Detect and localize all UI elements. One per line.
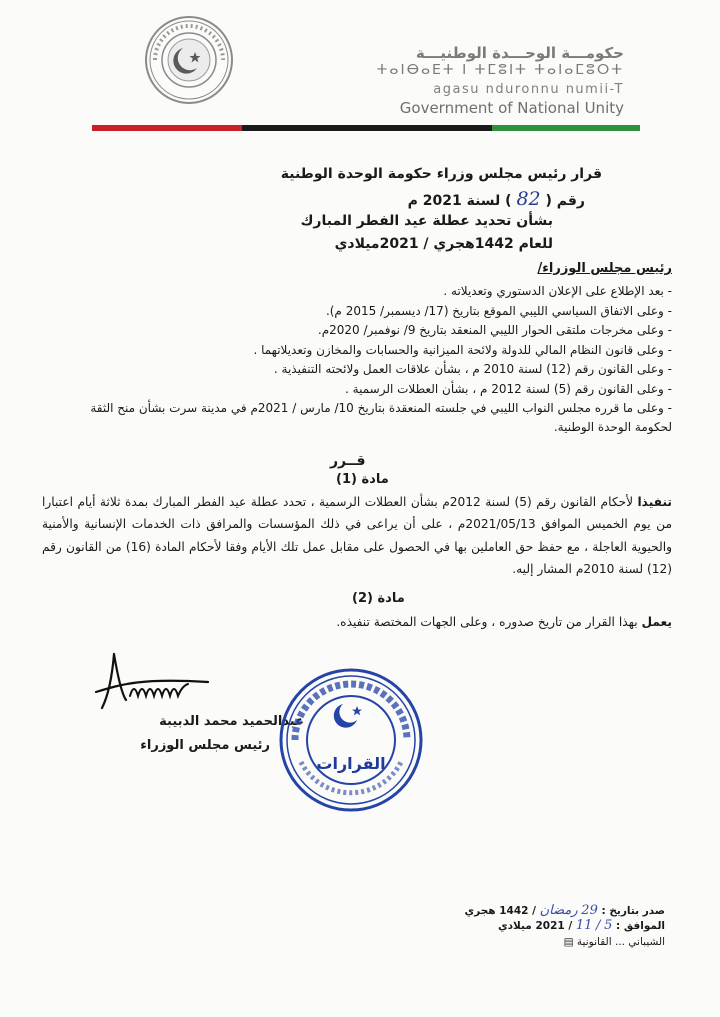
flag-black-stripe xyxy=(242,125,492,131)
decree-number: 82 xyxy=(516,188,541,210)
decree-subject: بشأن تحديد عطلة عيد الفطر المبارك xyxy=(300,213,553,229)
signatory-title: رئيس مجلس الوزراء xyxy=(140,738,270,753)
prime-minister-heading: رئيس مجلس الوزراء/ xyxy=(537,261,672,276)
article-2-body: بهذا القرار من تاريخ صدوره ، وعلى الجهات المختصة تنفيذه. xyxy=(336,615,642,629)
preamble-item: - وعلى ما قرره مجلس النواب الليبي في جلسته المنعقدة بتاريخ 10/ مارس / 2021م في مدينة سرت بشأن منح الثقة لحكومة الوحدة الوطنية. xyxy=(90,401,672,434)
preamble-item: - بعد الإطلاع على الإعلان الدستوري وتعديلاته . xyxy=(443,284,672,298)
government-seal-icon xyxy=(143,14,235,106)
number-prefix: رقم ( xyxy=(545,193,585,209)
preamble-item: - وعلى القانون رقم (12) لسنة 2010 م ، بشأن علاقات العمل ولائحته التنفيذية . xyxy=(273,362,672,376)
article-2-heading: مادة (2) xyxy=(352,591,405,606)
clerk-line xyxy=(564,936,665,948)
issue-date-line xyxy=(465,903,665,918)
preamble-item: - وعلى قانون النظام المالي للدولة ولائحة الميزانية والحسابات والمخازن وتعديلاتهما . xyxy=(253,342,672,357)
preamble-list xyxy=(52,282,672,437)
preamble-item: - وعلى مخرجات ملتقى الحوار الليبي المنعقد بتاريخ 9/ نوفمبر/ 2020م. xyxy=(317,323,672,337)
stamp-text-block xyxy=(277,666,425,814)
corresponding-date-line: الموافق : 5 / 11 / 2021 ميلادي xyxy=(498,918,665,933)
flag-color-bar xyxy=(92,125,640,131)
decree-title: قرار رئيس مجلس وزراء حكومة الوحدة الوطنية xyxy=(280,166,602,182)
corr-year: / 2021 ميلادي xyxy=(498,920,573,932)
article-1-lead: تنفيذا xyxy=(637,495,672,509)
handwritten-signature xyxy=(92,648,212,720)
letterhead-english-name: Government of National Unity xyxy=(399,99,624,117)
number-suffix: ) لسنة 2021 م xyxy=(407,193,512,209)
article-2-text xyxy=(42,612,672,632)
clerk-name: الشيباني ... القانونية xyxy=(576,936,665,948)
flag-red-stripe xyxy=(92,125,242,131)
issued-year: / 1442 هجري xyxy=(464,905,536,917)
preamble-item: - وعلى القانون رقم (5) لسنة 2012 م ، بشأن العطلات الرسمية . xyxy=(345,381,672,396)
article-1-text xyxy=(42,491,672,580)
decree-year: للعام 1442هجري / 2021ميلادي xyxy=(334,236,553,252)
corr-day: 5 xyxy=(604,918,613,933)
article-1-body: لأحكام القانون رقم (5) لسنة 2012م بشأن العطلات الرسمية ، تحدد عطلة عيد الفطر المبارك بمدة ثلاثة أيام اعتبارا من يوم الخميس الموافق 2021/05/13م ، على أن يراعى في ذلك المؤسسات والمرافق ذات الخدمات الإنسانية والأمنية والحيوية العاجلة ، مع حفظ حق العاملين بها في الحصول على مقابل عمل تلك الأيام وفقا لأحكام المادة (16) من القانون رقم (12) لسنة 2010م المشار إليه. xyxy=(42,495,672,576)
letterhead-arabic-name: حكومـــة الوحـــدة الوطنيـــة xyxy=(415,44,624,62)
signatory-name: عبدالحميد محمد الدبيبة xyxy=(159,714,304,729)
issued-day: 29 xyxy=(581,903,598,918)
preamble-item: - وعلى الاتفاق السياسي الليبي الموقع بتاريخ (17/ ديسمبر/ 2015 م). xyxy=(325,303,672,318)
issued-label: صدر بتاريخ : xyxy=(601,905,665,917)
issued-month: رمضان xyxy=(539,903,578,918)
article-2-lead: يعمل xyxy=(641,615,672,629)
corresponding-label: الموافق : xyxy=(616,920,665,932)
document-icon: ▤ xyxy=(563,936,574,948)
letterhead-tifinagh-name: ⵜⴰⵏⴱⴰⴹⵜ ⵏ ⵜⵎⵓⵏⵜ ⵜⴰⵏⴰⵎⵓⵔⵜ xyxy=(376,62,624,78)
decree-number-line xyxy=(408,188,585,210)
corr-month: 11 xyxy=(575,918,593,933)
decision-word: قــرر xyxy=(330,453,366,469)
stamp-center-label: القرارات xyxy=(316,754,386,773)
flag-green-stripe xyxy=(492,125,640,131)
letterhead-amazigh-latin: agasu nduronnu numii-T xyxy=(433,82,624,97)
article-1-heading: مادة (1) xyxy=(336,472,389,487)
